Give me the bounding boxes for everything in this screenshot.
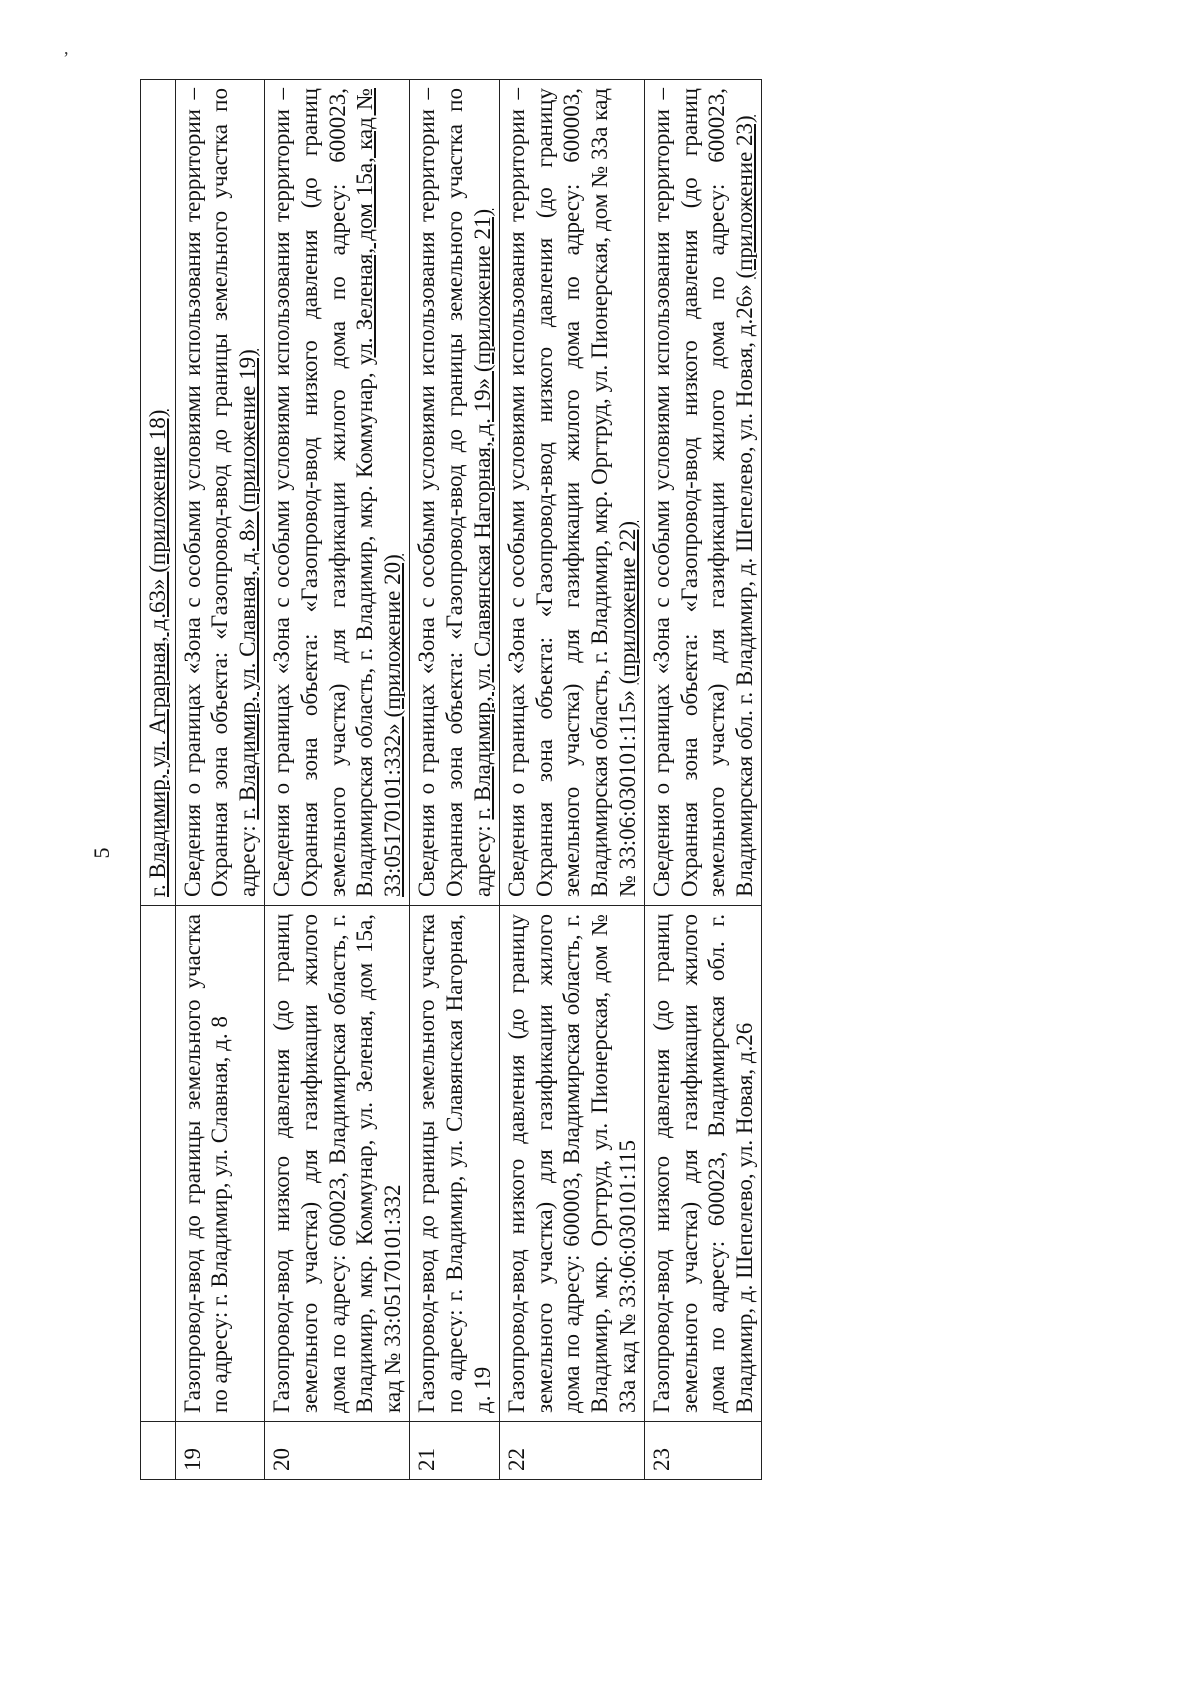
table-row bbox=[500, 80, 645, 1480]
cell-object: Газопровод-ввод до границы земельного участка по адресу: г. Владимир, ул. Славянская Нагорная, д. 19 bbox=[410, 906, 500, 1422]
cell-object-empty bbox=[141, 906, 176, 1422]
info-text: Сведения о границах «Зона с особыми условиями использования территории – Охранная зона объекта: «Газопровод-ввод низкого давления (до границу земельного участка) для газификации жилого дома по адресу: 600003, Владимирская область, г. Владимир, мкр. Оргтруд, ул. Пионерская, дом № 33а кад № 33:06:030101:115» bbox=[504, 88, 640, 897]
cell-num: 20 bbox=[265, 1422, 410, 1480]
cell-info bbox=[500, 80, 645, 906]
cell-object: Газопровод-ввод низкого давления (до границ земельного участка) для газификации жилого дома по адресу: 600023, Владимирская обл. г. Владимир, д. Шепелево, ул. Новая, д.26 bbox=[645, 906, 762, 1422]
cell-num-empty bbox=[141, 1422, 176, 1480]
table-row-continuation bbox=[141, 80, 176, 1480]
table-row bbox=[265, 80, 410, 1480]
cell-info bbox=[410, 80, 500, 906]
page-number: 5 bbox=[89, 847, 114, 859]
cell-num: 22 bbox=[500, 1422, 645, 1480]
table-row bbox=[410, 80, 500, 1480]
info-text: Сведения о границах «Зона с особыми условиями использования территории – Охранная зона объекта: «Газопровод-ввод низкого давления (до границ земельного участка) для газификации жилого дома по адресу: 600023, Владимирская обл. г. Владимир, д. Шепелево, ул. Новая, д.26» bbox=[649, 88, 757, 897]
table-row bbox=[175, 80, 265, 1480]
cell-num: 19 bbox=[175, 1422, 265, 1480]
info-text: Сведения о границах «Зона с особыми условиями использования территории – Охранная зона объекта: «Газопровод-ввод до границы земельного участка по адресу: bbox=[179, 88, 260, 897]
cell-object: Газопровод-ввод низкого давления (до границу земельного участка) для газификации жилого дома по адресу: 600003, Владимирская область, г. Владимир, мкр. Оргтруд, ул. Пионерская, дом № 33а кад № 33:06:030101:115 bbox=[500, 906, 645, 1422]
info-text: Сведения о границах «Зона с особыми условиями использования территории – Охранная зона объекта: «Газопровод-ввод до границы земельного участка по адресу: bbox=[414, 88, 495, 897]
info-underlined: ул. Зеленая, дом 15а, кад № 33:05170101:332» (приложение 20) bbox=[352, 88, 405, 897]
info-underlined: (приложение 23) bbox=[731, 115, 757, 279]
cell-info bbox=[645, 80, 762, 906]
info-text: Сведения о границах «Зона с особыми условиями использования территории – Охранная зона объекта: «Газопровод-ввод низкого давления (до границ земельного участка) для газификации жилого дома по адресу: 600023, Владимирская область, г. Владимир, мкр. Коммунар, bbox=[269, 88, 378, 897]
table-row bbox=[645, 80, 762, 1480]
cell-object: Газопровод-ввод низкого давления (до границ земельного участка) для газификации жилого дома по адресу: 600023, Владимирская область, г. Владимир, мкр. Коммунар, ул. Зеленая, дом 15а, кад № 33:05170101:332 bbox=[265, 906, 410, 1422]
info-underlined: (приложение 22) bbox=[614, 521, 640, 685]
cell-object: Газопровод-ввод до границы земельного участка по адресу: г. Владимир, ул. Славная, д. 8 bbox=[175, 906, 265, 1422]
cell-info bbox=[141, 80, 176, 906]
table-rotator bbox=[140, 80, 1040, 1480]
info-underlined: г. Владимир, ул. Аграрная, д.63» (приложение 18) bbox=[145, 409, 170, 897]
info-underlined: г. Владимир, ул. Славная, д. 8» (приложение 19) bbox=[234, 349, 260, 820]
cell-info bbox=[175, 80, 265, 906]
info-underlined: г. Владимир, ул. Славянская Нагорная, д. 19» (приложение 21) bbox=[469, 208, 495, 820]
data-table bbox=[140, 79, 762, 1480]
scan-speck: , bbox=[64, 38, 69, 58]
cell-num: 23 bbox=[645, 1422, 762, 1480]
cell-info bbox=[265, 80, 410, 906]
cell-num: 21 bbox=[410, 1422, 500, 1480]
